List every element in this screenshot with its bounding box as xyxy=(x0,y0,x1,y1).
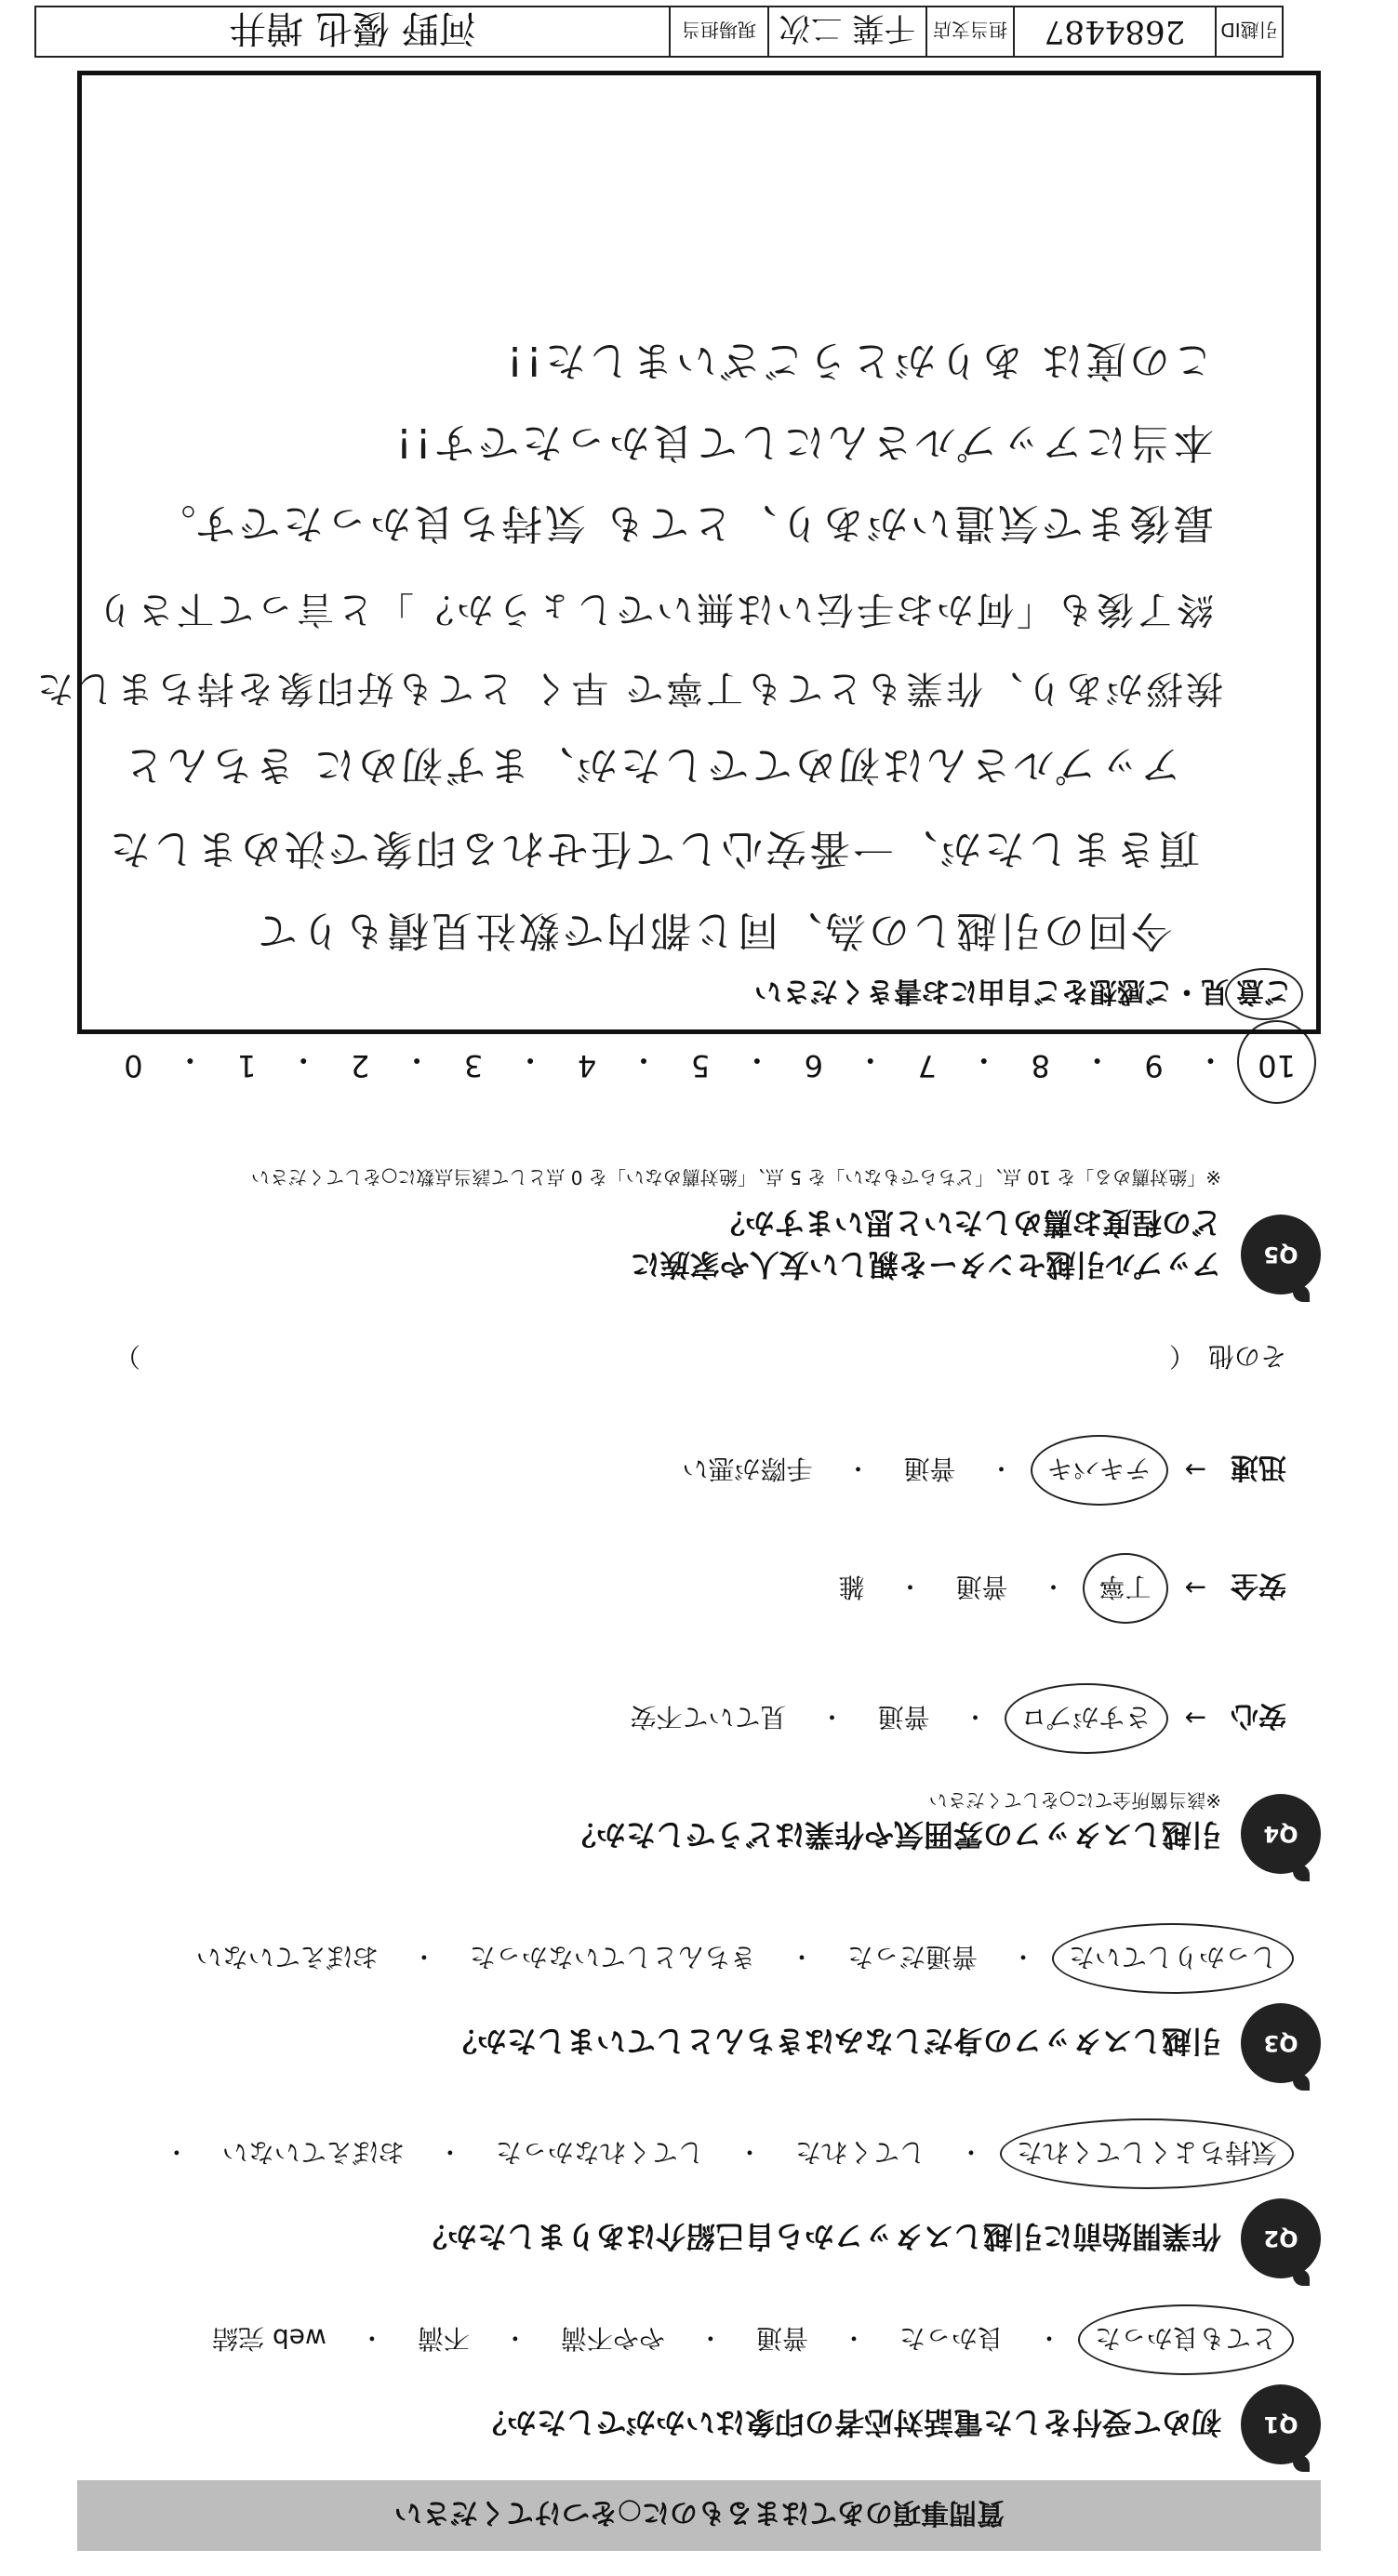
q2-option-2[interactable]: してくれた xyxy=(794,2137,925,2168)
q1-option-3[interactable]: 普通 xyxy=(755,2323,808,2354)
rating-9[interactable]: 9 xyxy=(1144,1048,1164,1083)
q5-note: ※「絶対薦める」を 10 点、「どちらでもない」を 5 点、「絶対薦めない」を 0 点として該当点数に○をしてください xyxy=(250,1166,1221,1188)
q3-icon: Q3 xyxy=(1241,2003,1321,2083)
rating-0[interactable]: 0 xyxy=(124,1048,143,1083)
rating-8[interactable]: 8 xyxy=(1031,1048,1050,1083)
q1-options: とても良かった ・ 良かった ・ 普通 ・ やや不満 ・ 不満 ・ web 完結 xyxy=(203,2317,1286,2362)
q4-row2-option-3[interactable]: 雑 xyxy=(838,1572,865,1602)
q3-option-2[interactable]: 普通だった xyxy=(846,1942,978,1972)
q4-row3-option-2[interactable]: 普通 xyxy=(903,1454,956,1484)
rating-4[interactable]: 4 xyxy=(577,1048,597,1083)
q2-option-5[interactable] xyxy=(122,2150,140,2158)
comment-line-5: 終了後も「何かお手伝いは無いでしょうか？」と言って下さり xyxy=(94,588,1214,631)
q2-option-1[interactable]: 気持ちよくしてくれた xyxy=(1007,2131,1286,2176)
site-manager-label: 現場担当 xyxy=(669,7,767,56)
q4-row1-option-3[interactable]: 見ていて不安 xyxy=(630,1702,787,1733)
q4-row-label-1: 安心 xyxy=(1231,1699,1286,1732)
branch-label: 担当支店 xyxy=(925,7,1013,56)
rating-3[interactable]: 3 xyxy=(463,1048,484,1083)
q5-text-line1: アップル引越センターを親しい友人や家族に xyxy=(630,1247,1221,1282)
q4-row-anshin: 安心 → さすがプロ ・ 普通 ・ 見ていて不安 xyxy=(620,1696,1286,1741)
q3-options: しっかりしていた ・ 普通だった ・ きちんとしていなかった ・ おぼえていない xyxy=(187,1936,1286,1981)
q4-row-jinsoku: 迅速 → テキパキ ・ 普通 ・ 手際が悪い xyxy=(672,1448,1286,1493)
q2-text: 作業開始前に引越しスタッフから自己紹介はありましたか？ xyxy=(417,2219,1221,2254)
q5-rating-scale: 10 ・ 9 ・ 8 ・ 7 ・ 6 ・ 5 ・ 4 ・ 3 ・ 2 ・ 1 ・ 0 xyxy=(124,1042,1296,1083)
rating-7[interactable]: 7 xyxy=(917,1048,937,1083)
q4-icon: Q4 xyxy=(1241,1794,1321,1874)
q4-row-other xyxy=(114,1339,1286,1376)
q4-other-close: ） xyxy=(114,1341,141,1372)
q3-option-4[interactable]: おぼえていない xyxy=(195,1942,379,1972)
q2-icon: Q2 xyxy=(1241,2198,1321,2278)
q4-row-label-3: 迅速 xyxy=(1231,1451,1286,1483)
comment-label-circled: ご意 xyxy=(1225,968,1303,1020)
comment-line-7: 本当にアップルさんにして良かったです!! xyxy=(393,418,1214,466)
q4-row2-option-2[interactable]: 普通 xyxy=(955,1572,1008,1602)
q1-icon: Q1 xyxy=(1241,2384,1321,2464)
q5-icon: Q5 xyxy=(1241,1215,1321,1295)
comment-label-rest: 見・ご感想をご自由にお書きください xyxy=(754,975,1229,1007)
q4-row-label-2: 安全 xyxy=(1231,1569,1286,1601)
q5-text-line2: どの程度お薦めしたいと思いますか？ xyxy=(714,1205,1221,1241)
comment-box[interactable] xyxy=(33,71,1321,1034)
q2-option-4[interactable]: おぼえていない xyxy=(221,2137,405,2168)
rating-5[interactable]: 5 xyxy=(690,1048,711,1083)
q3-option-1[interactable]: しっかりしていた xyxy=(1059,1936,1286,1981)
rating-6[interactable]: 6 xyxy=(804,1048,824,1083)
id-label: 引越ID xyxy=(1215,7,1282,56)
q4-row1-option-1[interactable]: さすがプロ xyxy=(1012,1696,1161,1741)
q4-other-label: その他 （ xyxy=(1168,1341,1286,1372)
q3-option-3[interactable]: きちんとしていなかった xyxy=(469,1942,756,1972)
q4-row3-option-1[interactable]: テキパキ xyxy=(1038,1448,1161,1493)
q4-note: ※該当箇所全てに○をしてください xyxy=(928,1789,1221,1812)
q4-row-anzen: 安全 → 丁寧 ・ 普通 ・ 雑 xyxy=(829,1566,1286,1611)
rating-1[interactable]: 1 xyxy=(237,1048,257,1083)
q2-option-3[interactable]: してくれなかった xyxy=(495,2137,704,2168)
q4-row1-option-2[interactable]: 普通 xyxy=(877,1702,930,1733)
comment-line-4: 挨拶があり、作業もとても丁寧で 早く とても好印象を持ちました xyxy=(33,667,1223,710)
instruction-banner: 質問事項のあてはまるものに○をつけてください xyxy=(77,2480,1321,2551)
comment-line-8: この度は ありがとうございました!! xyxy=(503,337,1214,384)
rating-2[interactable]: 2 xyxy=(351,1048,370,1083)
q4-text: 引越しスタッフの雰囲気や作業はどうでしたか？ xyxy=(566,1817,1221,1852)
q1-option-1[interactable]: とても良かった xyxy=(1085,2317,1286,2362)
q1-option-5[interactable]: 不満 xyxy=(417,2323,470,2354)
branch-value: 千葉 二次 xyxy=(767,7,925,56)
site-manager-value: 河野 優也 増井 xyxy=(229,7,476,50)
q3-text: 引越しスタッフの身だしなみはきちんとしていましたか？ xyxy=(446,2024,1221,2059)
q1-text: 初めて受付をした電話対応者の印象はいかがでしたか？ xyxy=(476,2405,1221,2440)
header-row xyxy=(34,6,1284,58)
rating-10[interactable]: 10 xyxy=(1258,1041,1296,1083)
comment-label xyxy=(741,959,1316,1029)
q1-option-6[interactable]: web 完結 xyxy=(212,2323,326,2354)
comment-line-6: 最後まで気遣いがあり、とても 気持ち良かったです。 xyxy=(152,499,1214,547)
q1-option-2[interactable]: 良かった xyxy=(899,2323,1004,2354)
q2-options: 気持ちよくしてくれた ・ してくれた ・ してくれなかった ・ おぼえていない ・ xyxy=(122,2131,1286,2176)
comment-line-3: アップルさんは初めてでしたが、まず初めに きちんと xyxy=(120,741,1181,789)
q4-row2-option-1[interactable]: 丁寧 xyxy=(1090,1566,1161,1611)
id-value: 2684487 xyxy=(1013,7,1215,56)
q4-row3-option-3[interactable]: 手際が悪い xyxy=(682,1454,813,1484)
q1-option-4[interactable]: やや不満 xyxy=(560,2323,665,2354)
comment-line-1: 今回の引越しの為、同じ都内で数社見積もりて xyxy=(254,907,1172,954)
comment-line-2: 頂きましたが、一番安心して任せれる印象で決めました xyxy=(107,825,1200,872)
